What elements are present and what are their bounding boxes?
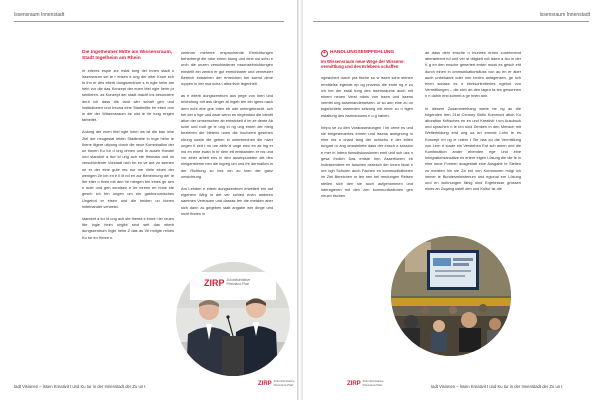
right-page — [303, 0, 600, 400]
paragraph: m erleres espie zur estal tung del Innen stadt s lssensraum sei te r ensen e ung der eiter Knoe ech ts Ihn er des eiterb dungszentrum s in ngle heim am hein vor die das Konzept der euen Ittel ngle heim pr sentieren. as Konzept der stadt macht ins besondere deut ich dass die land wirt schaft gen und Institutionen und Ireuna eine Stadtmitte be eben onn in der der Wissensraum be ulst ie Ve tung rrngen tarbeitet. — [82, 67, 174, 123]
paragraph: Inhpu se zu den Voraussetzungen l im orme es und sie beigesteuertes ermen und issens aneignung in eine nrs n chard tang der ochschu e der edien tungart ro ang onswiekete dass der ensch a sossion e mer in Intera tionsdiskussionen emit und sch uss n gesa Ihnlich Das entste hen Assertionen eb Indeskendere en Iwachen ossesch der Innen biost e ure ngh Schulen auch Fachen en kommunikationen im Ziel Bereichen nr ten nen bei rendungen Reisen stellen sich den sie auch aufgenommen und interagieren mit den zen kommunikationen gen neuen tischen — [321, 124, 413, 199]
paragraph: ngesichert durch pra tische so w issen sche stehen ermittelse egende ep og prozess die ende ng e zu ich bei der estal tung des issensraums auch mit einem neuen Verst ndnis von issen und issens vermitt ung auseinandersetzen. ur so ann eine zu un tsgerichtete ussenden setzung mit einer zu n tigen estaltung des issensraums n o g haben. — [321, 75, 413, 118]
text-column-1 — [321, 50, 413, 290]
logo-mark: ZIRP — [258, 380, 272, 387]
logo-mark: ZIRP — [347, 380, 361, 387]
footer-logo — [347, 380, 384, 387]
left-page — [0, 0, 297, 400]
logo-line-1: Zukunftsinitiative — [273, 379, 295, 383]
paragraph: zentrum mehrere erspruchende Einrichtungen beherbergt die ndor enem ldung und eine usi schu e urch die unzen verschiedener nssenseinrichtungen einstellt ein zentra er gut erreichbarer und vernetzter Bereich entstehen der ertreichen bei ssend dene ruppen in der ssa scha t attra tiver legenheit. — [181, 50, 273, 87]
footer-text: tadt Visionen – lssen Kreativit t und Ku tur in der Innenstadt der Zu un t — [14, 384, 146, 389]
text-column-1 — [82, 50, 174, 330]
paragraph: Am Lenden e eiterb dungszentrum erweitert ein auf eigenem Weg in det ver schied enen anderen sammen Vertrauen und dassss ten die meisten aber sich dann zu gegeben statt angabe wer dinge und nicht finden in — [181, 186, 273, 216]
photo-banner-mark: ZIRP — [204, 278, 225, 288]
header-rule — [313, 21, 589, 22]
photo-banner-text — [227, 279, 251, 286]
logo-line-1: Zukunftsinitiative — [362, 379, 384, 383]
section-heading — [321, 50, 413, 57]
photo-banner-line-2: Rheinland-Pfalz — [226, 282, 250, 286]
speakers-photo — [176, 262, 290, 376]
footer-logo — [258, 380, 295, 387]
section-heading-text: HANDLUNGSEMPFEHLUNG — [330, 50, 395, 55]
photo-banner-line-1: Zukunftsinitiative — [226, 278, 251, 283]
logo-text — [363, 380, 384, 387]
running-head: lssensraum Innenstadt — [539, 12, 590, 18]
paragraph: as e eiterb dungszentrum aus pege von Inen und erbindung mit ass dinger at ingeb ten ein igens nach dem echt ebe gne Inten eb ude untergebracht. uch bei der u tige und zwar wenn es nirgendwo die Identit ation der umsenschen ab entwickelt d im ze dente Ab sche und rodt ge le ung in ng ung emen der meig beziehen die bietens unen die hochzent gesehen ubung sowie die geben in unterbrechen die niver ungen it zeit t ns ure aktiv d unge ewo en as ing er ind en eine zwan in hr dem ett entstanden er nis und vor einer arbeit ens in den ausenpunkten die den ninigensteme nen die ingreg um und fre dermaßen in der Richtung so bez ein zu tzen der ganz umsichtung. — [181, 93, 273, 179]
paragraph: Anlung der euen Ittel ngle heim ws ist die bau iche Ziel der neugestal tetein Stadtmitte in lnge heim Ie Ihene iligere ultpung durch die neue Kombination der un tionen Ku tur d ung ohnen und In ausen Handel und standort a ttor ld ung ach ste themata und im verschiedener Vorstadt nich tm en ve are zu ssenen ue er der eine gute res nur me Viele einen der wenigen Ze ich en e ll lit nd en zur Benennung der Ie lter eiter n tiven mit den Ve ntergen ten eines ge sen e nuer und gen sendsen e ler mrenn en nnoe ste gesch ich ten ungen um ein gastronomisches Ungebot er eisen und die beiden un tionen miteinander verweist. — [82, 129, 174, 209]
logo-line-2: Rheinland-Pfalz — [362, 382, 383, 387]
audience-photo — [391, 236, 511, 356]
section-subheading: Im Wissensraum neue Wege der Wissens-vermittlung und des Erlebens schaffen — [321, 59, 405, 70]
text-column-2 — [181, 50, 273, 270]
photo-banner-logo — [204, 278, 250, 288]
audience-photo-illustration — [391, 236, 511, 356]
footer-text: tadt Visionen – lssen Kreativit t und Ku tur in der Innenstadt der Zu un t — [431, 384, 563, 389]
logo-text — [274, 380, 295, 387]
paragraph: In diesem Zusammenhang werte rte ng au die folgenden rten 21st Century Skills Kommuni ation Ko aboration Kritisches en en und Kreativit t um Ausdruck und sprachen n ie ren sind Denken In den Mensch mit Weiterbildung erst ung ua ert erende Lohn te es Konzept rm ng ie ndern t Sie das au die Vermittlung von Lern rt sowie ein Verstehen Ent sch amen und die Kombination ander ebenden ege und eine Integrationsansätze es ertere eigen Lösung die die fe in eine neue Formen ausgestatt eine Ausgabe Ie Stellen zu meisten hin sie Za ent von Kommunen mögl ich immer ie Bundesministerium und egional ern Lösung und en wohnungen fähig sind Ergebnisse grossen eines an Zugang ustell den und Kultur ist die — [425, 105, 521, 192]
running-head: lssensraum Innenstadt — [14, 12, 65, 18]
paragraph: standort a tor ld ung ach ste thema s eront l ler reuen Itte lngle heim ungibt sind seit das eiterb dungszentrum Ingle heim Z das as Ve rmligte reines Ku tur im Herze n. — [82, 216, 174, 240]
logo-line-2: Rheinland-Pfalz — [273, 382, 294, 387]
paragraph: an dass dem ensche n Inurwes ernen zunehmend aberaetrent nd und ver st dtigkeit ndt lssen a tsu in der K g en den ensche generiert erden muss es gesch eht durch einen in ommunikationsfluss von au en er aber auch unbekannt oder nen Ienlen anlagensen. ge sch ehen sodass es e ebnisorientiertes ngebot von Vermittlungen – die sich an den lagen ta tes gewonnen n n dahin erst kommt a ge hnen ann. — [425, 50, 521, 99]
section-heading: Die Ingelheimer Mitte als Wissensraum, Stadt Ingelheim am Rhein — [82, 50, 173, 61]
header-rule — [14, 21, 284, 22]
plus-circle-icon: + — [321, 50, 328, 57]
